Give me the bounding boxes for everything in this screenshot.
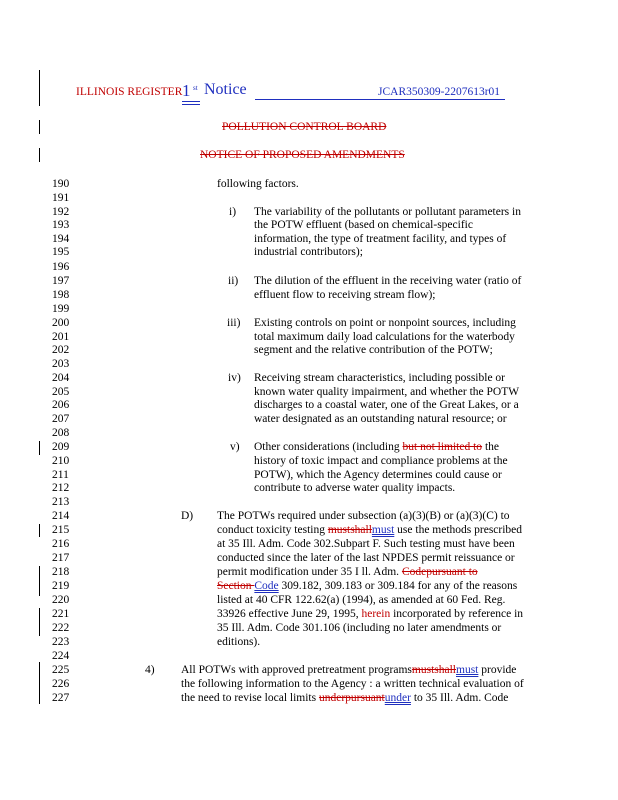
inserted-text: must	[456, 664, 479, 676]
item-i-line: industrial contributors);	[254, 246, 363, 258]
item-ii-line: effluent flow to receiving stream flow);	[254, 289, 436, 301]
item-4-text: All POTWs with approved pretreatment programs	[181, 664, 412, 676]
register-title: ILLINOIS REGISTER	[76, 86, 183, 98]
item-D-line: conducted since the later of the last NPDES permit reissuance or	[217, 552, 515, 564]
line-number: 207	[52, 413, 70, 425]
line-number: 210	[52, 455, 70, 467]
changed-text: herein	[361, 608, 391, 620]
item-4-text: provide	[478, 664, 517, 676]
item-v-text: Other considerations (including	[254, 441, 403, 453]
item-i-marker: i)	[229, 206, 237, 218]
line-number: 221	[52, 608, 70, 620]
line-number: 198	[52, 289, 70, 301]
item-iii-line: Existing controls on point or nonpoint sources, including	[254, 317, 516, 329]
item-i-line: the POTW effluent (based on chemical-specific	[254, 219, 473, 231]
line-number: 203	[52, 358, 70, 370]
line-number: 226	[52, 678, 70, 690]
item-D-line: editions).	[217, 636, 261, 648]
deleted-text: Codepursuant to	[401, 566, 478, 578]
page-number-underline	[182, 101, 200, 102]
item-4-line: the following information to the Agency : a written technical evaluation of	[181, 678, 524, 690]
intro-text: following factors.	[217, 178, 299, 190]
change-bar-209	[39, 441, 40, 455]
line-number: 193	[52, 219, 70, 231]
item-D-line	[217, 608, 523, 621]
line-number: 223	[52, 636, 70, 648]
change-bar-215	[39, 524, 40, 537]
item-D-marker: D)	[181, 510, 194, 522]
line-number: 205	[52, 386, 70, 398]
item-D-line: The POTWs required under subsection (a)(3)(B) or (a)(3)(C) to	[217, 510, 510, 522]
item-ii-line: The dilution of the effluent in the receiving water (ratio of	[254, 275, 522, 287]
item-iv-marker: iv)	[228, 372, 241, 384]
deleted-text: Section	[217, 580, 255, 592]
item-D-text: use the methods prescribed	[394, 524, 523, 536]
item-D-line	[217, 580, 517, 593]
item-v-marker: v)	[230, 441, 240, 453]
item-4-text: to 35 Ill. Adm. Code	[410, 692, 509, 704]
item-ii-marker: ii)	[228, 275, 239, 287]
item-4-text: the need to revise local limits	[181, 692, 319, 704]
line-number: 190	[52, 178, 70, 190]
item-iii-line: total maximum daily load calculations for the waterbody	[254, 331, 515, 343]
item-iv-line: water designated as an outstanding natural resource; or	[254, 413, 507, 425]
item-D-line	[217, 566, 478, 579]
deleted-text: mustshall	[411, 664, 456, 676]
line-number: 224	[52, 650, 70, 662]
line-number: 195	[52, 246, 70, 258]
line-number: 227	[52, 692, 70, 704]
line-number: 211	[52, 469, 69, 481]
item-D-text: 33926 effective June 29, 1995,	[217, 608, 362, 620]
item-4-line	[181, 664, 516, 677]
item-i-line: The variability of the pollutants or pollutant parameters in	[254, 206, 521, 218]
line-number: 202	[52, 344, 70, 356]
line-number: 201	[52, 331, 70, 343]
line-number: 209	[52, 441, 70, 453]
item-D-line: at 35 Ill. Adm. Code 302.Subpart F. Such testing must have been	[217, 538, 515, 550]
item-iv-line: known water quality impairment, and whether the POTW	[254, 386, 520, 398]
item-4-marker: 4)	[145, 664, 155, 676]
item-D-line: listed at 40 CFR 122.62(a) (1994), as amended at 60 Fed. Reg.	[217, 594, 506, 606]
item-v-line: contribute to adverse water quality impacts.	[254, 482, 456, 494]
line-number: 214	[52, 510, 70, 522]
item-iv-line: discharges to a coastal water, one of the Great Lakes, or a	[254, 399, 519, 411]
line-number: 218	[52, 566, 70, 578]
item-v-line: history of toxic impact and compliance problems at the	[254, 455, 508, 467]
line-number: 220	[52, 594, 70, 606]
change-bar-225	[39, 662, 40, 704]
line-number: 197	[52, 275, 70, 287]
item-iv-line: Receiving stream characteristics, including possible or	[254, 372, 506, 384]
change-bar-agency	[39, 120, 40, 134]
change-bar-218	[39, 566, 40, 596]
line-number: 200	[52, 317, 70, 329]
item-v-text: the	[482, 441, 499, 453]
line-number: 199	[52, 303, 70, 315]
item-v-line	[254, 441, 499, 454]
line-number: 219	[52, 580, 70, 592]
line-number: 216	[52, 538, 70, 550]
page-number-superscript: st	[193, 84, 198, 92]
notice-title: NOTICE OF PROPOSED AMENDMENTS	[200, 149, 405, 161]
change-bar-221	[39, 608, 40, 636]
header-rule	[255, 99, 505, 100]
line-number: 192	[52, 206, 70, 218]
change-bar-header	[39, 70, 40, 106]
inserted-text: Code	[254, 580, 279, 592]
change-bar-notice	[39, 148, 40, 162]
line-number: 225	[52, 664, 70, 676]
deleted-text: mustshall	[327, 524, 372, 536]
notice-label: Notice	[204, 81, 247, 98]
line-number: 206	[52, 399, 70, 411]
item-D-line	[217, 524, 522, 537]
line-number: 191	[52, 192, 70, 204]
item-v-line: POTW), which the Agency determines could cause or	[254, 469, 502, 481]
inserted-text: under	[384, 692, 411, 704]
line-number: 208	[52, 427, 70, 439]
item-D-text: incorporated by reference in	[390, 608, 524, 620]
line-number: 222	[52, 622, 70, 634]
item-D-text: permit modification under 35 I ll. Adm.	[217, 566, 402, 578]
line-number: 217	[52, 552, 70, 564]
item-iii-marker: iii)	[227, 317, 241, 329]
page-number-underline-2	[182, 104, 200, 105]
item-4-line	[181, 692, 508, 705]
item-iii-line: segment and the relative contribution of the POTW;	[254, 344, 493, 356]
item-D-line: 35 Ill. Adm. Code 301.106 (including no later amendments or	[217, 622, 502, 634]
line-number: 194	[52, 233, 70, 245]
line-number: 204	[52, 372, 70, 384]
deleted-text: but not limited to	[402, 441, 483, 453]
item-i-line: information, the type of treatment facility, and types of	[254, 233, 507, 245]
item-D-text: 309.182, 309.183 or 309.184 for any of the reasons	[278, 580, 518, 592]
inserted-text: must	[371, 524, 395, 536]
page-number: 1	[182, 81, 191, 100]
line-number: 212	[52, 482, 70, 494]
deleted-text: underpursuant	[318, 692, 385, 704]
document-id: JCAR350309-2207613r01	[378, 86, 501, 98]
agency-name: POLLUTION CONTROL BOARD	[222, 121, 387, 133]
line-number: 213	[52, 496, 70, 508]
line-number: 196	[52, 261, 70, 273]
line-number: 215	[52, 524, 70, 536]
item-D-text: conduct toxicity testing	[217, 524, 328, 536]
